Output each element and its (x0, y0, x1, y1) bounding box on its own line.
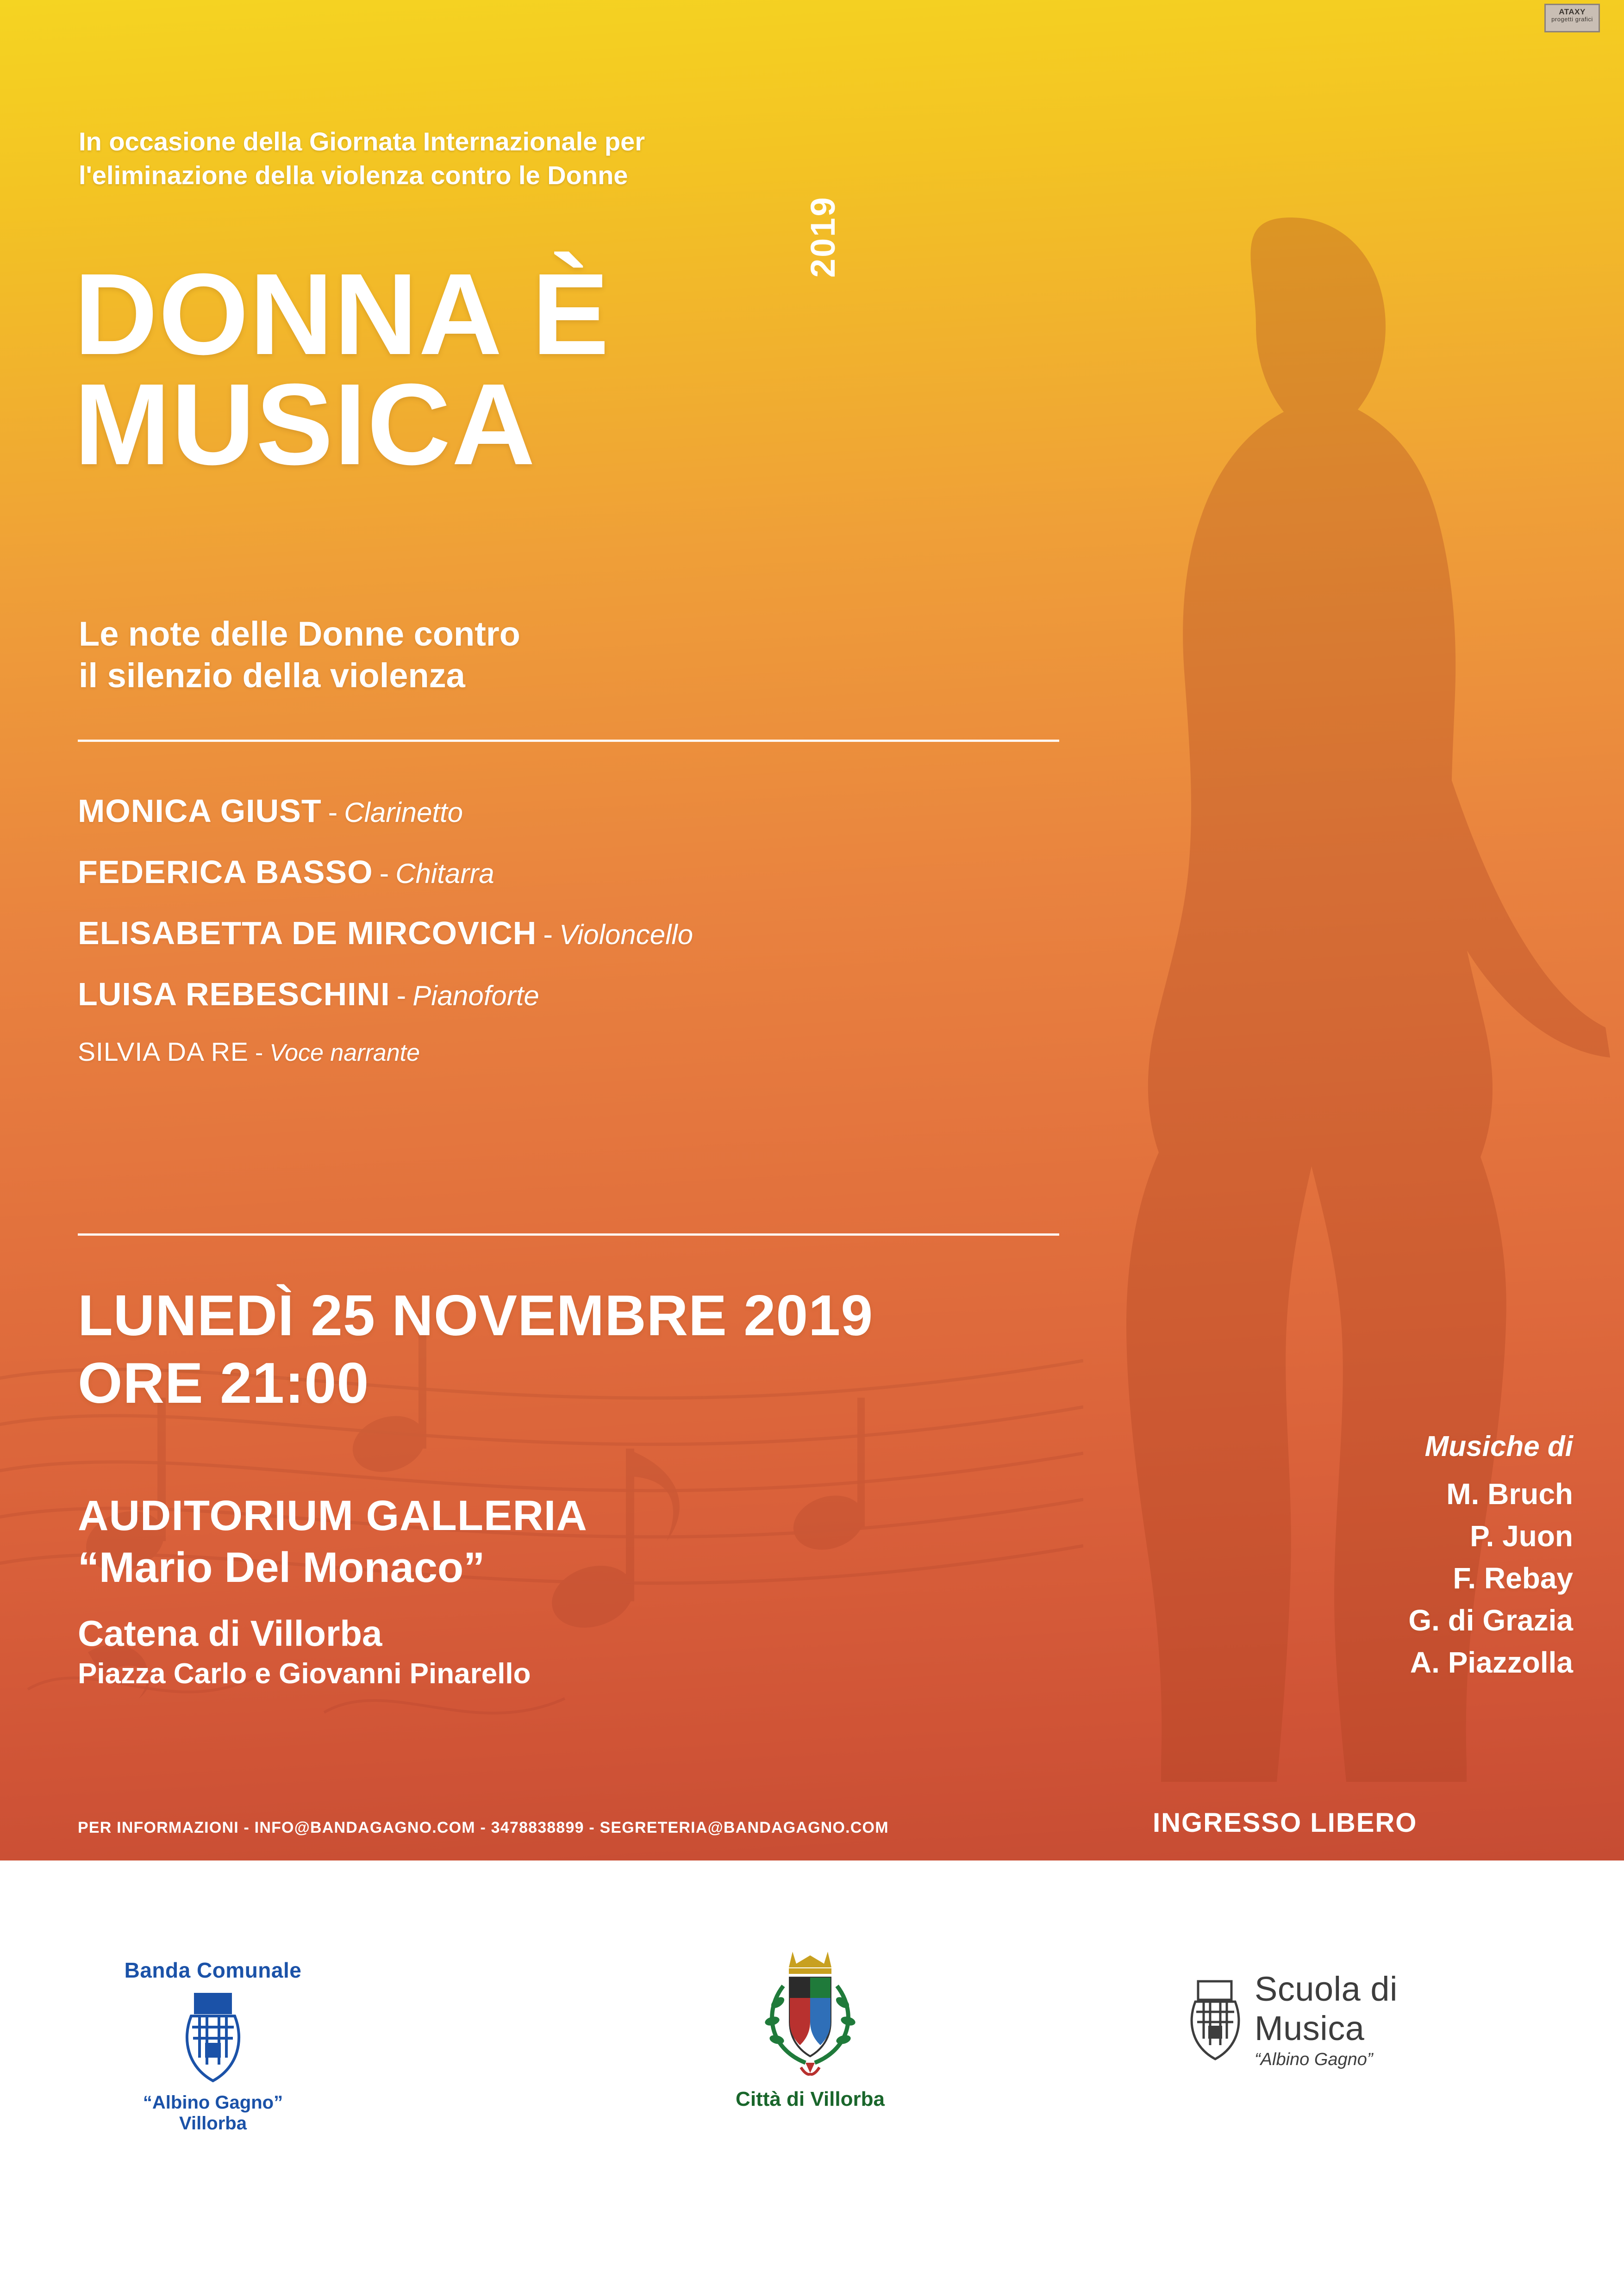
banda-line-1: Banda Comunale (124, 1958, 302, 1982)
title-line-1: DONNA È (74, 249, 610, 379)
school-line-2: Musica (1255, 2009, 1365, 2047)
venue-locality: Catena di Villorba (78, 1613, 382, 1654)
subtitle-text (79, 613, 958, 697)
performer-role: Pianoforte (412, 980, 539, 1011)
performers-list (78, 792, 1143, 1091)
footer-logos (0, 1860, 1624, 2296)
divider-top (78, 740, 1059, 742)
occasion-line-2: l'eliminazione della violenza contro le Donne (79, 160, 628, 190)
school-line-3: “Albino Gagno” (1255, 2050, 1373, 2069)
venue-address: Piazza Carlo e Giovanni Pinarello (78, 1657, 531, 1690)
subtitle-line-1: Le note delle Donne contro (79, 615, 520, 653)
year-label: 2019 (804, 196, 842, 278)
list-item (78, 792, 1143, 829)
venue-name: AUDITORIUM GALLERIA (78, 1492, 587, 1539)
performer-name: SILVIA DA RE (78, 1037, 249, 1067)
list-item (78, 915, 1143, 952)
logo-banda-comunale (69, 1958, 356, 2134)
city-crest-icon (750, 1941, 870, 2080)
performer-name: ELISABETTA DE MIRCOVICH (78, 915, 537, 951)
performer-role: Clarinetto (344, 797, 463, 828)
occasion-text (79, 125, 958, 193)
performer-role: Voce narrante (269, 1039, 420, 1066)
designer-watermark-line1: ATAXY (1559, 7, 1586, 16)
composers-heading: Musiche di (1424, 1431, 1573, 1462)
composers-block (1408, 1430, 1573, 1683)
event-date-line-1: LUNEDÌ 25 NOVEMBRE 2019 (78, 1284, 874, 1348)
divider-bottom (78, 1233, 1059, 1236)
performer-dash: - (396, 980, 406, 1012)
main-title (74, 249, 1046, 489)
performer-dash: - (255, 1039, 263, 1066)
banda-line-3: Villorba (179, 2113, 247, 2134)
performer-dash: - (543, 919, 553, 951)
contact-info: PER INFORMAZIONI - INFO@BANDAGAGNO.COM - 3478838899 - SEGRETERIA@BANDAGAGNO.COM (78, 1819, 889, 1836)
designer-watermark-line2: progetti grafici (1551, 15, 1593, 23)
composer-name: M. Bruch (1446, 1477, 1573, 1511)
list-item (78, 853, 1143, 890)
lyre-emblem-icon (178, 1988, 248, 2088)
title-line-2: MUSICA (74, 359, 537, 489)
subtitle-line-2: il silenzio della violenza (79, 656, 465, 695)
event-date (78, 1282, 873, 1418)
performer-dash: - (328, 796, 338, 828)
logo-citta-di-villorba (713, 1941, 907, 2111)
logo-scuola-di-musica (1185, 1969, 1509, 2085)
composer-name: P. Juon (1470, 1519, 1573, 1553)
composer-name: A. Piazzolla (1410, 1645, 1573, 1679)
venue-block (78, 1490, 587, 1693)
composer-name: F. Rebay (1453, 1561, 1573, 1595)
performer-name: LUISA REBESCHINI (78, 976, 390, 1012)
venue-subname: “Mario Del Monaco” (78, 1544, 485, 1592)
occasion-line-1: In occasione della Giornata Internazionale per (79, 127, 645, 156)
performer-name: MONICA GIUST (78, 793, 322, 829)
lyre-emblem-icon (1185, 1978, 1245, 2066)
school-wordmark (1255, 1969, 1398, 2070)
performer-name: FEDERICA BASSO (78, 854, 373, 890)
free-entry-label: INGRESSO LIBERO (1153, 1808, 1418, 1838)
performer-dash: - (379, 858, 389, 890)
composer-name: G. di Grazia (1408, 1603, 1573, 1637)
performer-role: Violoncello (559, 919, 693, 950)
performer-role: Chitarra (395, 858, 494, 889)
event-time-line: ORE 21:00 (78, 1351, 369, 1416)
city-name-label: Città di Villorba (736, 2088, 885, 2110)
list-item (78, 976, 1143, 1013)
list-item (78, 1037, 1143, 1067)
school-line-1: Scuola di (1255, 1970, 1398, 2008)
banda-line-2: “Albino Gagno” (143, 2092, 283, 2113)
